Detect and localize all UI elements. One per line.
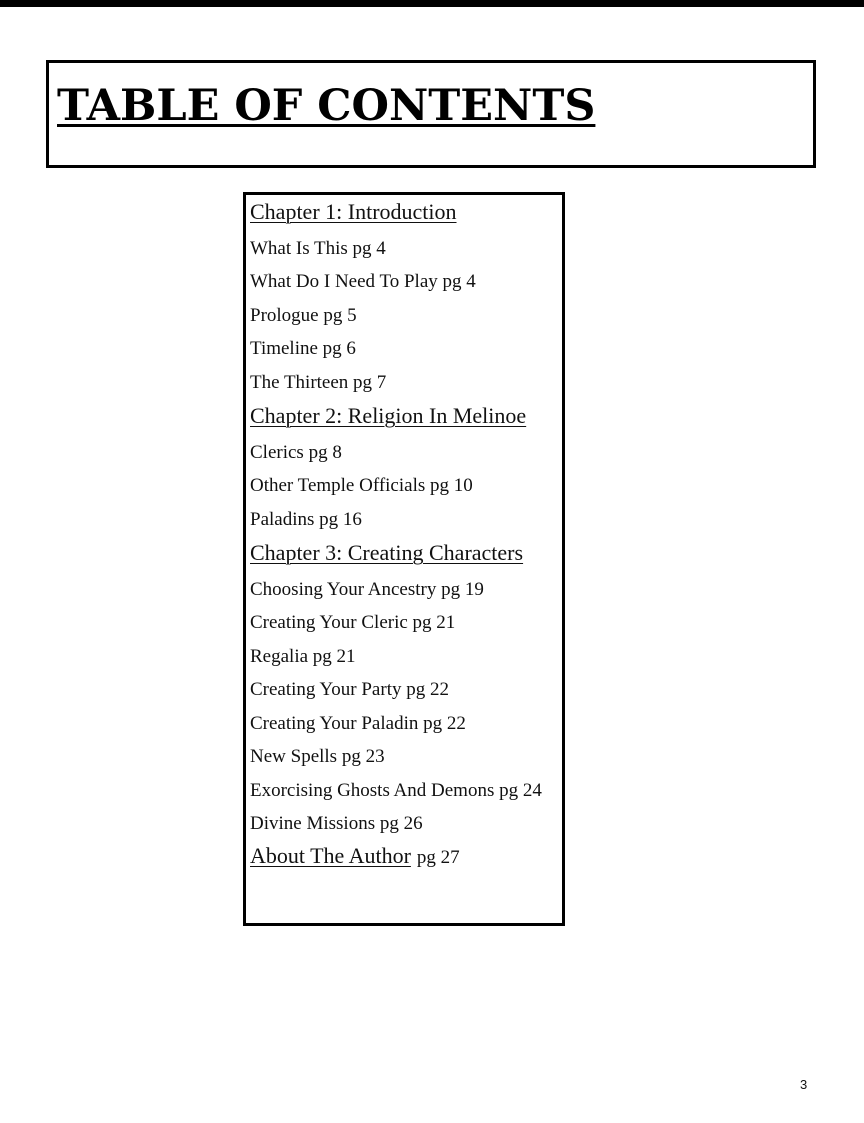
toc-about-author-label: About The Author — [250, 843, 411, 868]
toc-entry-creating-cleric: Creating Your Cleric pg 21 — [250, 612, 456, 633]
toc-chapter-1: Chapter 1: Introduction — [250, 199, 457, 224]
toc-box — [243, 192, 565, 926]
toc-entry-ancestry: Choosing Your Ancestry pg 19 — [250, 579, 484, 600]
toc-entry-timeline: Timeline pg 6 — [250, 338, 356, 359]
toc-entry-clerics: Clerics pg 8 — [250, 442, 342, 463]
toc-entry-prologue: Prologue pg 5 — [250, 305, 357, 326]
toc-entry-about-author — [250, 844, 460, 870]
toc-entry-divine-missions: Divine Missions pg 26 — [250, 813, 423, 834]
toc-entry-what-do-i-need: What Do I Need To Play pg 4 — [250, 271, 476, 292]
toc-about-author-page: pg 27 — [416, 847, 460, 868]
page-title: TABLE OF CONTENTS — [57, 81, 596, 131]
toc-entry-what-is-this: What Is This pg 4 — [250, 238, 386, 259]
toc-entry-paladins: Paladins pg 16 — [250, 509, 362, 530]
toc-entry-creating-paladin: Creating Your Paladin pg 22 — [250, 713, 466, 734]
top-border-bar — [0, 0, 864, 7]
toc-entry-the-thirteen: The Thirteen pg 7 — [250, 372, 387, 393]
title-box — [46, 60, 816, 168]
toc-entry-exorcising: Exorcising Ghosts And Demons pg 24 — [250, 780, 542, 801]
toc-chapter-3: Chapter 3: Creating Characters — [250, 540, 524, 565]
page-number: 3 — [800, 1077, 808, 1092]
toc-entry-creating-party: Creating Your Party pg 22 — [250, 679, 449, 700]
toc-entry-regalia: Regalia pg 21 — [250, 646, 356, 667]
toc-entry-other-temple-officials: Other Temple Officials pg 10 — [250, 475, 473, 496]
toc-chapter-2: Chapter 2: Religion In Melinoe — [250, 403, 527, 428]
toc-entry-new-spells: New Spells pg 23 — [250, 746, 385, 767]
